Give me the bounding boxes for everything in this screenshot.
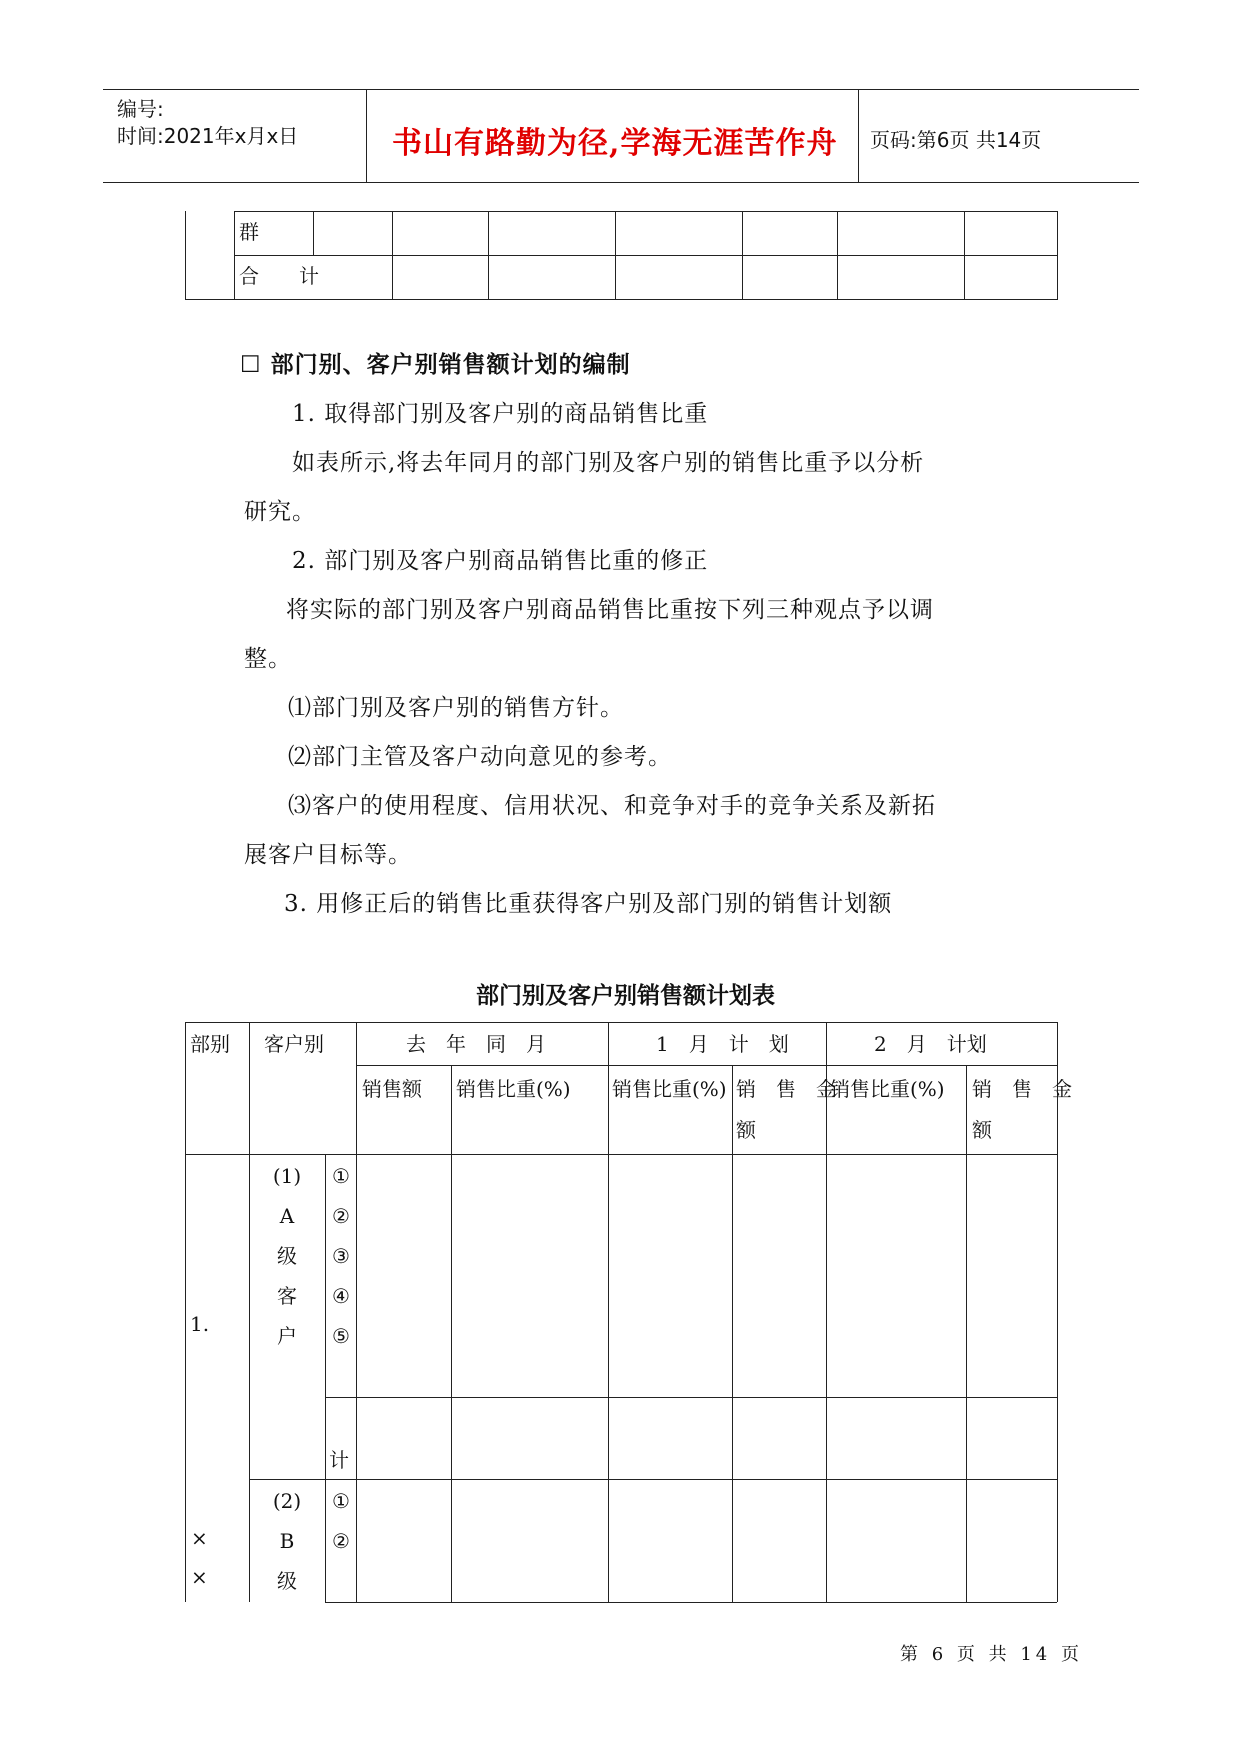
plan-table-rule [966,1065,967,1602]
top-table-cell [393,256,489,300]
group-a-char: (1) [272,1164,302,1188]
plan-table-rule [325,1602,1057,1603]
subheader-amount-jan: 销 售 金 [736,1077,836,1101]
customer-index: ② [332,1204,350,1228]
group-a-label [254,1156,320,1356]
subheader-amount-feb: 销 售 金 [972,1077,1072,1101]
top-table-cell [838,212,965,256]
group-a-char: A [279,1204,295,1228]
subtotal-label: 计 [329,1448,349,1472]
time-label: 时间:2021年x月x日 [117,124,299,148]
step-3: 3. 用修正后的销售比重获得客户别及部门别的销售计划额 [284,891,893,917]
plan-table-rule [356,1065,1057,1066]
top-table-cell [489,256,616,300]
header-top-rule [103,89,1139,90]
top-table-cell [616,256,743,300]
plan-table-rule [826,1022,827,1602]
group-a-char: 客 [277,1284,297,1308]
customer-index: ③ [332,1244,350,1268]
top-table-cell [965,256,1058,300]
list-item-2: ⑵部门主管及客户动向意见的参考。 [288,744,672,770]
customer-index: ① [332,1164,350,1188]
header-customer: 客户别 [264,1032,324,1056]
top-table [234,211,1058,300]
step-2: 2. 部门别及客户别商品销售比重的修正 [292,548,709,574]
group-b-char: B [279,1529,295,1553]
paragraph-1-line-2: 研究。 [244,499,316,525]
customer-index: ② [332,1529,350,1553]
dept-mark: × [191,1526,208,1550]
top-table-total-label: 合 计 [235,256,393,300]
top-table-row-label: 群 [235,212,314,256]
plan-table-rule [249,1479,1057,1480]
top-table-cell [838,256,965,300]
top-table-cell [393,212,489,256]
page-footer: 第 6 页 共 14 页 [900,1644,1083,1665]
dept-mark: × [191,1565,208,1589]
header-divider-left [366,89,367,182]
group-b-char: 级 [277,1569,297,1593]
paragraph-2-line-1: 将实际的部门别及客户别商品销售比重按下列三种观点予以调 [286,597,934,623]
top-table-cell [743,212,838,256]
top-table-cell [314,212,393,256]
group-a-char: 级 [277,1244,297,1268]
plan-table-rule [325,1397,1057,1398]
group-b-label [254,1481,320,1601]
plan-table-title: 部门别及客户别销售额计划表 [476,983,775,1009]
subheader-amount-feb-2: 额 [972,1118,992,1142]
group-b-items [327,1481,355,1561]
list-item-1: ⑴部门别及客户别的销售方针。 [288,695,624,721]
top-table-cell [489,212,616,256]
group-a-char: 户 [277,1324,297,1348]
page-label: 页码:第6页 共14页 [870,128,1042,152]
paragraph-1-line-1: 如表所示,将去年同月的部门别及客户别的销售比重予以分析 [292,450,925,476]
customer-index: ① [332,1489,350,1513]
plan-table-rule [732,1065,733,1602]
paragraph-2-line-2: 整。 [244,646,292,672]
plan-table-rule [185,1022,1057,1023]
section-title: ☐ 部门别、客户别销售额计划的编制 [240,352,631,378]
group-b-char: (2) [272,1489,302,1513]
list-item-3-line-1: ⑶客户的使用程度、信用状况、和竞争对手的竞争关系及新拓 [288,793,936,819]
subheader-amount-jan-2: 额 [736,1118,756,1142]
top-table-cell [743,256,838,300]
top-table-left-border [185,211,186,300]
header-divider-right [858,89,859,182]
header-feb-plan: 2 月 计划 [874,1032,987,1056]
plan-table-rule [185,1154,1057,1155]
plan-table-rule [1057,1022,1058,1602]
customer-index: ⑤ [332,1324,350,1348]
plan-table-rule [185,1022,186,1602]
plan-table-rule [249,1022,250,1602]
step-1: 1. 取得部门别及客户别的商品销售比重 [292,401,709,427]
subheader-ratio-last: 销售比重(%) [456,1077,571,1101]
customer-index: ④ [332,1284,350,1308]
header-bottom-rule [103,182,1139,183]
serial-label: 编号: [117,97,164,121]
plan-table-rule [356,1022,357,1602]
group-a-items [327,1156,355,1356]
header-motto: 书山有路勤为径,学海无涯苦作舟 [392,126,838,161]
header-last-year: 去 年 同 月 [406,1032,546,1056]
list-item-3-line-2: 展客户目标等。 [244,842,412,868]
plan-table-rule [451,1065,452,1602]
plan-table-rule [325,1154,326,1602]
subheader-ratio-feb: 销售比重(%) [830,1077,945,1101]
plan-table-rule [608,1022,609,1602]
top-table-cell [965,212,1058,256]
top-table-cell [616,212,743,256]
header-jan-plan: 1 月 计 划 [656,1032,789,1056]
top-table-bottom-border [185,299,234,300]
subheader-sales: 销售额 [362,1077,422,1101]
dept-number: 1. [190,1312,210,1336]
subheader-ratio-jan: 销售比重(%) [612,1077,727,1101]
header-dept: 部别 [190,1032,230,1056]
